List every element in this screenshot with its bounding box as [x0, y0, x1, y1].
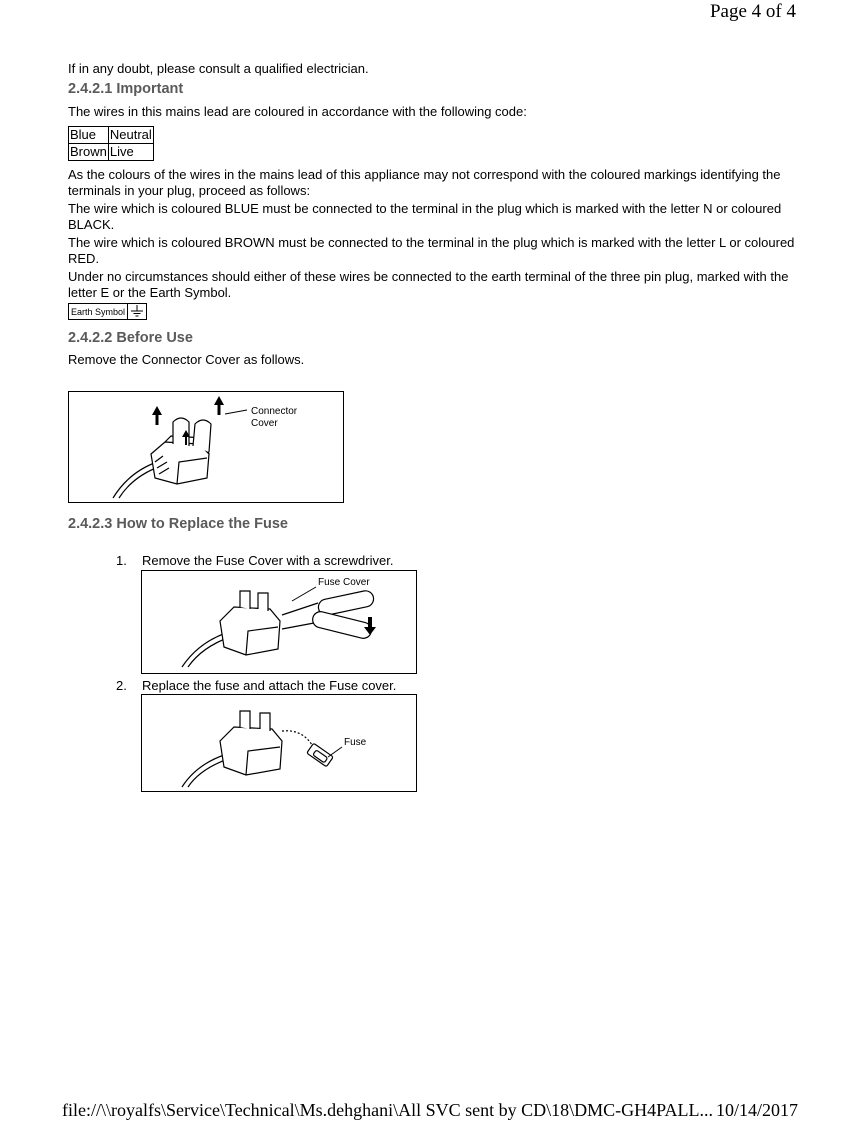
before-use-lead: Remove the Connector Cover as follows. [68, 352, 305, 367]
heading-important: 2.4.2.1 Important [68, 81, 184, 97]
fuse-replace-figure [141, 694, 417, 792]
earth-symbol-table [68, 303, 147, 320]
earth-symbol-label: Earth Symbol [69, 304, 128, 320]
paragraph: The wire which is coloured BLUE must be connected to the terminal in the plug which is marked with the letter N or coloured BLACK. [68, 201, 782, 232]
table-cell: Brown [70, 144, 107, 159]
step-number: 2. [116, 678, 127, 693]
connector-cover-figure [68, 391, 344, 503]
earth-ground-icon [128, 304, 147, 320]
list-item [116, 678, 396, 694]
wire-color-table [68, 126, 154, 161]
table-row [69, 127, 154, 144]
heading-replace-fuse: 2.4.2.3 How to Replace the Fuse [68, 516, 288, 532]
page-number: Page 4 of 4 [709, 1, 796, 22]
table-row [69, 144, 154, 161]
heading-before-use: 2.4.2.2 Before Use [68, 330, 193, 346]
intro-text: If in any doubt, please consult a qualified electrician. [68, 61, 369, 76]
paragraph: As the colours of the wires in the mains lead of this appliance may not correspond with the coloured markings identifying the terminals in your plug, proceed as follows: [68, 167, 781, 198]
table-cell: Neutral [109, 127, 152, 142]
figure-label: Connector [251, 406, 298, 417]
document-body [68, 61, 798, 368]
list-item [116, 553, 393, 569]
print-date: 10/14/2017 [715, 1100, 798, 1120]
step-text: Replace the fuse and attach the Fuse cover. [142, 678, 397, 693]
figure-label: Fuse Cover [318, 577, 370, 588]
figure-label: Cover [251, 418, 278, 429]
page-footer [62, 1100, 798, 1121]
step-text: Remove the Fuse Cover with a screwdriver. [142, 553, 394, 568]
figure-label: Fuse [344, 737, 367, 748]
paragraph: Under no circumstances should either of these wires be connected to the earth terminal of the three pin plug, marked with the letter E or the Earth Symbol. [68, 269, 789, 300]
table-cell: Blue [69, 127, 109, 144]
paragraph: The wire which is coloured BROWN must be connected to the terminal in the plug which is marked with the letter L or coloured RED. [68, 235, 795, 266]
table-cell: Live [108, 144, 153, 161]
file-path: file://\\royalfs\Service\Technical\Ms.dehghani\All SVC sent by CD\18\DMC-GH4PALL... [62, 1100, 714, 1120]
wire-code-lead: The wires in this mains lead are coloured in accordance with the following code: [68, 104, 527, 119]
step-number: 1. [116, 553, 127, 568]
fuse-cover-figure [141, 570, 417, 674]
